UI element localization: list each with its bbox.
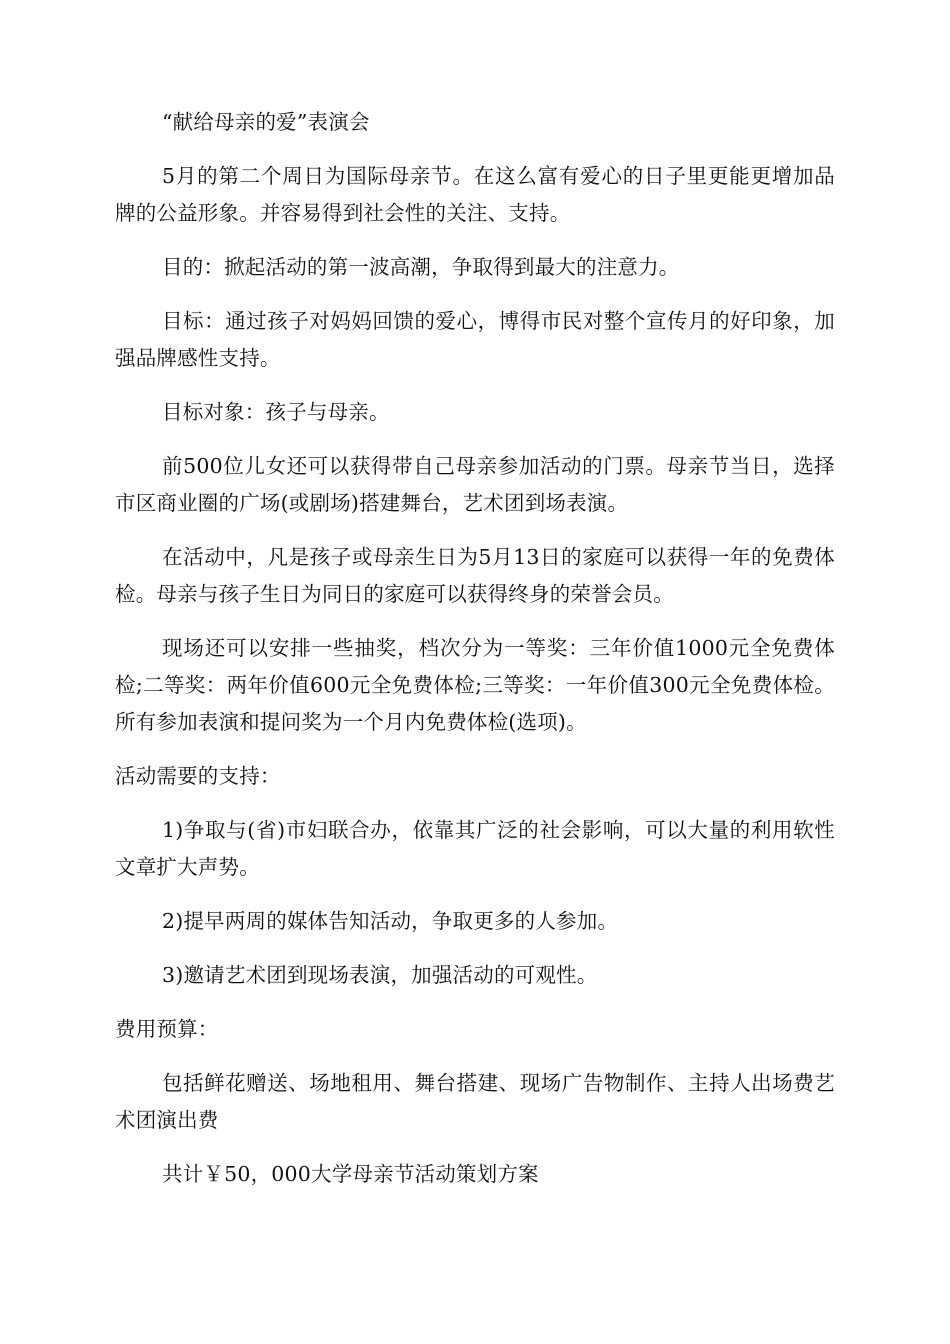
paragraph-target-audience: 目标对象：孩子与母亲。 [162, 400, 390, 424]
document-title: “献给母亲的爱”表演会 [162, 110, 370, 134]
document-body [115, 104, 835, 1210]
paragraph-budget-total: 共计￥50，000大学母亲节活动策划方案 [162, 1162, 539, 1186]
paragraph-tickets: 前500位儿女还可以获得带自己母亲参加活动的门票。母亲节当日，选择市区商业圈的广场(或剧场)搭建舞台，艺术团到场表演。 [115, 454, 835, 515]
list-item-support-2: 2)提早两周的媒体告知活动，争取更多的人参加。 [162, 909, 619, 933]
paragraph-birthday: 在活动中，凡是孩子或母亲生日为5月13日的家庭可以获得一年的免费体检。母亲与孩子生日为同日的家庭可以获得终身的荣誉会员。 [115, 545, 835, 606]
paragraph-lottery: 现场还可以安排一些抽奖，档次分为一等奖：三年价值1000元全免费体检;二等奖：两年价值600元全免费体检;三等奖：一年价值300元全免费体检。所有参加表演和提问奖为一个月内免费体检(选项)。 [115, 636, 835, 734]
list-item-support-3: 3)邀请艺术团到现场表演，加强活动的可观性。 [162, 963, 598, 987]
section-heading-support: 活动需要的支持： [115, 764, 281, 788]
list-item-support-1: 1)争取与(省)市妇联合办，依靠其广泛的社会影响，可以大量的利用软性文章扩大声势。 [115, 818, 835, 879]
paragraph-intro: 5月的第二个周日为国际母亲节。在这么富有爱心的日子里更能更增加品牌的公益形象。并容易得到社会性的关注、支持。 [115, 164, 835, 225]
paragraph-goal: 目标：通过孩子对妈妈回馈的爱心，博得市民对整个宣传月的好印象，加强品牌感性支持。 [115, 309, 835, 370]
paragraph-purpose: 目的：掀起活动的第一波高潮，争取得到最大的注意力。 [162, 255, 680, 279]
paragraph-budget-items: 包括鲜花赠送、场地租用、舞台搭建、现场广告物制作、主持人出场费艺术团演出费 [115, 1071, 835, 1132]
section-heading-budget: 费用预算： [115, 1017, 219, 1041]
